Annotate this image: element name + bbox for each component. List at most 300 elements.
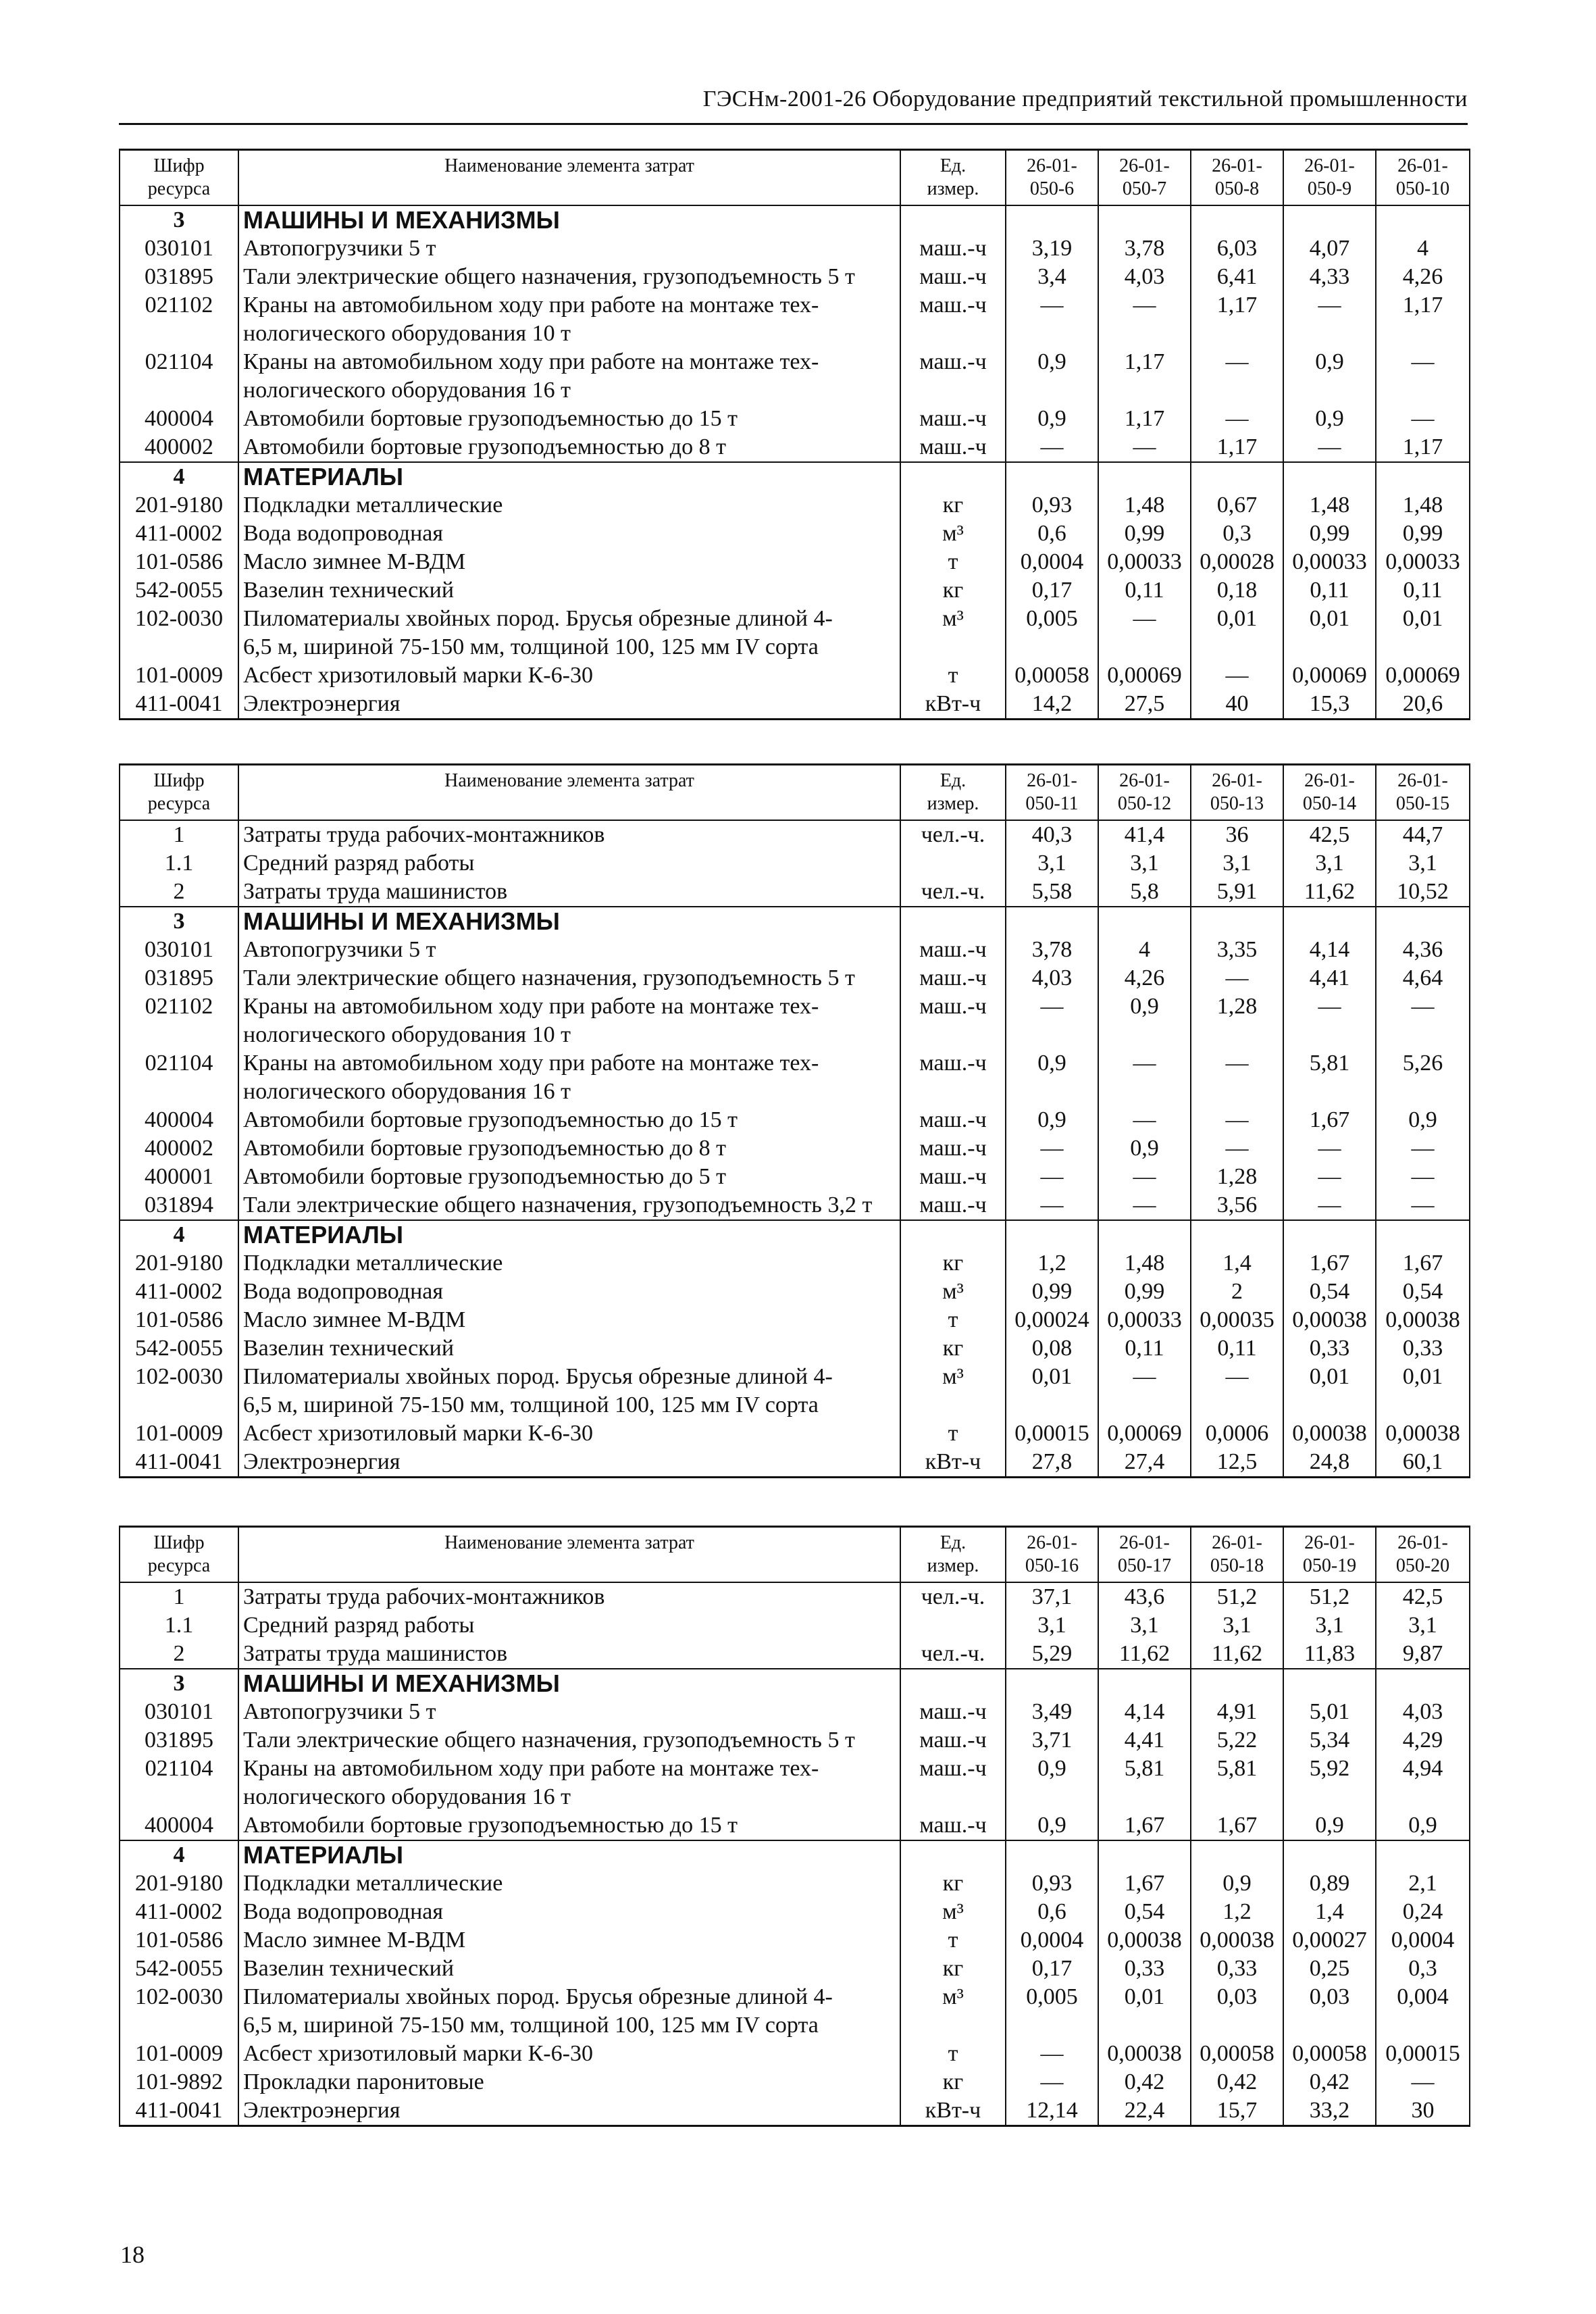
cost-element-name-line: Автопогрузчики 5 т: [243, 1699, 436, 1724]
table-row: [120, 548, 1470, 576]
header-cost-element-name: [238, 765, 900, 821]
norm-value: 0,9: [1006, 1811, 1098, 1840]
cost-element-name-line: Краны на автомобильном ходу при работе на монтаже тех-: [243, 1051, 819, 1076]
empty-cell: [1006, 462, 1098, 491]
resource-code: 102-0030: [120, 1983, 238, 2040]
norm-value: —: [1191, 348, 1283, 405]
norm-value: 1,48: [1376, 491, 1470, 520]
header-norm-code-line: 26-01-: [1027, 155, 1077, 176]
unit: маш.-ч: [900, 1726, 1006, 1755]
norm-value: 0,00015: [1376, 2040, 1470, 2068]
resource-code: 101-0586: [120, 1306, 238, 1334]
cost-element-name-line: Затраты труда рабочих-монтажников: [243, 822, 605, 847]
cost-element-name-line: 6,5 м, шириной 75-150 мм, толщиной 100, 125 мм IV сорта: [243, 2013, 819, 2038]
norm-value: 0,99: [1376, 520, 1470, 548]
section-title: МАШИНЫ И МЕХАНИЗМЫ: [238, 907, 900, 936]
header-cost-element-name: [238, 150, 900, 206]
norm-value: 0,004: [1376, 1983, 1470, 2040]
cost-element-name: [238, 1278, 900, 1306]
table-row: [120, 820, 1470, 849]
norm-value: 4,36: [1376, 936, 1470, 964]
header-cost-element-name: [238, 1527, 900, 1583]
resource-code: 400002: [120, 1134, 238, 1163]
cost-element-name: [238, 1698, 900, 1726]
norm-value: 0,3: [1376, 1955, 1470, 1983]
table-row: [120, 433, 1470, 462]
resource-code: 031894: [120, 1191, 238, 1220]
norm-value: 0,9: [1006, 348, 1098, 405]
cost-element-name-line: Прокладки паронитовые: [243, 2069, 484, 2094]
table-row: [120, 491, 1470, 520]
section-number: 4: [120, 462, 238, 491]
norm-value: 30: [1376, 2096, 1470, 2126]
cost-element-name-line: Средний разряд работы: [243, 851, 475, 876]
table-row: [120, 1698, 1470, 1726]
norm-value: 1,67: [1098, 1869, 1191, 1898]
resource-table-1: [119, 149, 1470, 720]
cost-element-name-line: Пиломатериалы хвойных пород. Брусья обрезные длиной 4-: [243, 606, 833, 631]
norm-value: 1,67: [1098, 1811, 1191, 1840]
norm-value: 15,3: [1283, 690, 1376, 720]
table-row: [120, 1582, 1470, 1611]
cost-element-name: [238, 992, 900, 1049]
unit: маш.-ч: [900, 348, 1006, 405]
norm-value: 11,83: [1283, 1640, 1376, 1669]
cost-element-name: [238, 1163, 900, 1191]
table-row: [120, 1249, 1470, 1278]
unit: маш.-ч: [900, 433, 1006, 462]
cost-element-name: [238, 2068, 900, 2096]
header-resource-code-line: ресурса: [147, 178, 211, 199]
norm-value: 0,00069: [1098, 661, 1191, 690]
cost-element-name: [238, 576, 900, 605]
header-unit-line: измер.: [927, 1555, 979, 1576]
table-row: [120, 1955, 1470, 1983]
norm-value: 0,99: [1098, 1278, 1191, 1306]
norm-value: 1,17: [1098, 405, 1191, 433]
norm-value: 0,54: [1098, 1898, 1191, 1926]
empty-cell: [900, 1220, 1006, 1249]
header-norm-code: [1006, 765, 1098, 821]
norm-value: 37,1: [1006, 1582, 1098, 1611]
header-unit-line: Ед.: [939, 1532, 967, 1553]
cost-element-name: [238, 1191, 900, 1220]
norm-value: 0,9: [1376, 1106, 1470, 1134]
norm-value: 12,5: [1191, 1448, 1283, 1478]
norm-value: 3,19: [1006, 234, 1098, 263]
table-header-row: [120, 150, 1470, 206]
table-row: [120, 1726, 1470, 1755]
cost-element-name: [238, 263, 900, 291]
norm-value: 0,99: [1283, 520, 1376, 548]
header-norm-code-line: 050-8: [1214, 178, 1260, 199]
empty-cell: [1191, 1840, 1283, 1869]
unit: маш.-ч: [900, 234, 1006, 263]
cost-element-name: [238, 1983, 900, 2040]
norm-value: —: [1283, 433, 1376, 462]
norm-value: 0,33: [1376, 1334, 1470, 1363]
norm-value: —: [1006, 2040, 1098, 2068]
norm-value: —: [1283, 992, 1376, 1049]
table-row: [120, 234, 1470, 263]
norm-value: 0,00035: [1191, 1306, 1283, 1334]
cost-element-name-line: Автопогрузчики 5 т: [243, 236, 436, 261]
norm-value: 0,11: [1283, 576, 1376, 605]
norm-value: 5,26: [1376, 1049, 1470, 1106]
cost-element-name-line: Автомобили бортовые грузоподъемностью до 8 т: [243, 434, 726, 459]
resource-code: 201-9180: [120, 1249, 238, 1278]
norm-value: 0,99: [1098, 520, 1191, 548]
table-row: [120, 1448, 1470, 1478]
header-cost-element-name-line: Наименование элемента затрат: [444, 770, 694, 791]
cost-element-name-line: нологического оборудования 16 т: [243, 1079, 571, 1104]
cost-element-name: [238, 405, 900, 433]
cost-element-name: [238, 548, 900, 576]
norm-value: 3,1: [1191, 1611, 1283, 1640]
norm-value: —: [1191, 964, 1283, 992]
cost-element-name-line: Автомобили бортовые грузоподъемностью до 5 т: [243, 1164, 726, 1189]
resource-code: 031895: [120, 1726, 238, 1755]
cost-element-name: [238, 1419, 900, 1448]
cost-element-name-line: Вода водопроводная: [243, 1899, 443, 1924]
unit: кг: [900, 1955, 1006, 1983]
norm-value: 0,9: [1283, 348, 1376, 405]
section-row: [120, 205, 1470, 234]
norm-value: 0,00033: [1098, 548, 1191, 576]
table-header-row: [120, 765, 1470, 821]
header-norm-code: [1006, 1527, 1098, 1583]
header-norm-code: [1283, 765, 1376, 821]
norm-value: —: [1376, 1163, 1470, 1191]
header-norm-code-line: 050-19: [1302, 1555, 1357, 1576]
page-number: 18: [120, 2241, 145, 2268]
norm-value: —: [1006, 1134, 1098, 1163]
cost-element-name-line: Пиломатериалы хвойных пород. Брусья обрезные длиной 4-: [243, 1984, 833, 2009]
cost-element-name: [238, 2096, 900, 2126]
resource-table-2: [119, 763, 1470, 1478]
cost-element-name: [238, 1640, 900, 1669]
norm-value: 0,005: [1006, 605, 1098, 661]
header-norm-code-line: 050-16: [1025, 1555, 1079, 1576]
empty-cell: [1283, 1669, 1376, 1698]
norm-value: 51,2: [1191, 1582, 1283, 1611]
norm-value: —: [1283, 1134, 1376, 1163]
cost-element-name: [238, 1811, 900, 1840]
cost-element-name: [238, 1049, 900, 1106]
norm-value: 1,4: [1283, 1898, 1376, 1926]
norm-value: 0,42: [1283, 2068, 1376, 2096]
empty-cell: [1376, 1840, 1470, 1869]
resource-code: 400004: [120, 405, 238, 433]
cost-element-name: [238, 820, 900, 849]
norm-value: 5,8: [1098, 878, 1191, 907]
resource-code: 542-0055: [120, 1955, 238, 1983]
cost-element-name: [238, 2040, 900, 2068]
header-norm-code-line: 050-6: [1029, 178, 1075, 199]
header-unit: [900, 765, 1006, 821]
running-header: ГЭСНм-2001-26 Оборудование предприятий текстильной промышленности: [702, 86, 1468, 111]
unit: маш.-ч: [900, 936, 1006, 964]
norm-value: 5,92: [1283, 1755, 1376, 1811]
norm-value: —: [1191, 1106, 1283, 1134]
cost-element-name-line: Асбест хризотиловый марки К-6-30: [243, 663, 593, 688]
norm-value: 0,67: [1191, 491, 1283, 520]
cost-element-name: [238, 1726, 900, 1755]
cost-element-name-line: Вазелин технический: [243, 578, 455, 603]
header-norm-code-line: 050-12: [1117, 793, 1172, 814]
header-norm-code: [1098, 150, 1191, 206]
norm-value: 3,1: [1376, 1611, 1470, 1640]
table-row: [120, 1163, 1470, 1191]
norm-value: 0,9: [1098, 1134, 1191, 1163]
norm-value: 0,00038: [1191, 1926, 1283, 1955]
unit: маш.-ч: [900, 1755, 1006, 1811]
norm-value: 3,1: [1006, 849, 1098, 878]
header-resource-code-line: Шифр: [153, 155, 205, 176]
cost-element-name-line: Масло зимнее М-ВДМ: [243, 1307, 466, 1332]
unit: м³: [900, 520, 1006, 548]
norm-value: 1,48: [1098, 1249, 1191, 1278]
unit: м³: [900, 1363, 1006, 1419]
norm-value: 0,00033: [1098, 1306, 1191, 1334]
header-unit-line: измер.: [927, 793, 979, 814]
norm-value: 0,17: [1006, 1955, 1098, 1983]
unit: маш.-ч: [900, 1163, 1006, 1191]
section-title: МАТЕРИАЛЫ: [238, 462, 900, 491]
norm-value: 0,33: [1191, 1955, 1283, 1983]
unit: кг: [900, 1334, 1006, 1363]
norm-value: 11,62: [1191, 1640, 1283, 1669]
resource-code: 021102: [120, 992, 238, 1049]
norm-value: 0,89: [1283, 1869, 1376, 1898]
cost-element-name: [238, 849, 900, 878]
norm-value: 4,29: [1376, 1726, 1470, 1755]
cost-element-name: [238, 661, 900, 690]
norm-value: 0,42: [1098, 2068, 1191, 2096]
unit: кг: [900, 491, 1006, 520]
cost-element-name-line: Краны на автомобильном ходу при работе на монтаже тех-: [243, 349, 819, 374]
cost-element-name-line: Тали электрические общего назначения, грузоподъемность 5 т: [243, 264, 855, 289]
norm-value: 12,14: [1006, 2096, 1098, 2126]
header-norm-code-line: 26-01-: [1397, 1532, 1448, 1553]
norm-value: 0,00038: [1098, 2040, 1191, 2068]
unit: т: [900, 661, 1006, 690]
resource-code: 2: [120, 878, 238, 907]
norm-value: 36: [1191, 820, 1283, 849]
cost-element-name: [238, 1106, 900, 1134]
cost-element-name: [238, 1898, 900, 1926]
cost-element-name-line: Тали электрические общего назначения, грузоподъемность 3,2 т: [243, 1192, 873, 1217]
unit: кг: [900, 2068, 1006, 2096]
norm-value: 0,00058: [1006, 661, 1098, 690]
norm-value: 1,2: [1006, 1249, 1098, 1278]
resource-code: 411-0002: [120, 1898, 238, 1926]
norm-value: 4,26: [1098, 964, 1191, 992]
header-norm-code-line: 050-7: [1122, 178, 1167, 199]
norm-value: 0,99: [1006, 1278, 1098, 1306]
norm-value: —: [1376, 348, 1470, 405]
table-row: [120, 1106, 1470, 1134]
norm-value: —: [1376, 1191, 1470, 1220]
norm-value: —: [1376, 992, 1470, 1049]
norm-value: 51,2: [1283, 1582, 1376, 1611]
cost-element-name-line: Подкладки металлические: [243, 1871, 503, 1896]
cost-element-name: [238, 1448, 900, 1478]
header-norm-code-line: 050-20: [1395, 1555, 1450, 1576]
empty-cell: [1006, 907, 1098, 936]
table-row: [120, 605, 1470, 661]
table-row: [120, 992, 1470, 1049]
norm-value: 0,00069: [1283, 661, 1376, 690]
table-row: [120, 1419, 1470, 1448]
cost-element-name-line: Затраты труда машинистов: [243, 879, 508, 904]
cost-element-name: [238, 1926, 900, 1955]
norm-value: 3,49: [1006, 1698, 1098, 1726]
norm-value: 1,48: [1283, 491, 1376, 520]
norm-value: 1,67: [1376, 1249, 1470, 1278]
header-resource-code-line: Шифр: [153, 1532, 205, 1553]
table-row: [120, 1926, 1470, 1955]
resource-code: 102-0030: [120, 1363, 238, 1419]
section-title: МАШИНЫ И МЕХАНИЗМЫ: [238, 1669, 900, 1698]
header-norm-code: [1376, 765, 1470, 821]
cost-element-name-line: Масло зимнее М-ВДМ: [243, 549, 466, 574]
empty-cell: [1283, 1840, 1376, 1869]
table-row: [120, 1755, 1470, 1811]
norm-value: 0,24: [1376, 1898, 1470, 1926]
cost-element-name-line: Электроэнергия: [243, 1449, 401, 1474]
norm-value: 0,08: [1006, 1334, 1098, 1363]
unit: т: [900, 548, 1006, 576]
empty-cell: [1006, 1220, 1098, 1249]
norm-value: 3,1: [1191, 849, 1283, 878]
resource-code: 031895: [120, 964, 238, 992]
norm-value: 0,00038: [1283, 1306, 1376, 1334]
cost-element-name: [238, 1755, 900, 1811]
norm-value: —: [1376, 2068, 1470, 2096]
norm-value: 0,00038: [1376, 1306, 1470, 1334]
norm-value: 1,28: [1191, 992, 1283, 1049]
cost-element-name-line: 6,5 м, шириной 75-150 мм, толщиной 100, 125 мм IV сорта: [243, 634, 819, 659]
table-row: [120, 690, 1470, 720]
norm-value: 0,03: [1191, 1983, 1283, 2040]
unit: чел.-ч.: [900, 820, 1006, 849]
norm-value: —: [1006, 2068, 1098, 2096]
norm-value: 4,03: [1098, 263, 1191, 291]
norm-value: —: [1191, 1049, 1283, 1106]
resource-code: 411-0041: [120, 690, 238, 720]
unit: кг: [900, 576, 1006, 605]
header-norm-code-line: 26-01-: [1397, 155, 1448, 176]
table-row: [120, 348, 1470, 405]
norm-value: 0,03: [1283, 1983, 1376, 2040]
cost-element-name-line: Вода водопроводная: [243, 1279, 443, 1304]
norm-value: 5,34: [1283, 1726, 1376, 1755]
resource-code: 101-0586: [120, 1926, 238, 1955]
resource-code: 201-9180: [120, 1869, 238, 1898]
norm-value: —: [1191, 405, 1283, 433]
norm-value: 15,7: [1191, 2096, 1283, 2126]
section-row: [120, 907, 1470, 936]
unit: чел.-ч.: [900, 1582, 1006, 1611]
norm-value: 22,4: [1098, 2096, 1191, 2126]
norm-value: 0,005: [1006, 1983, 1098, 2040]
norm-value: 4,41: [1098, 1726, 1191, 1755]
resource-code: 030101: [120, 234, 238, 263]
unit: м³: [900, 1278, 1006, 1306]
norm-value: 0,54: [1283, 1278, 1376, 1306]
unit: маш.-ч: [900, 291, 1006, 348]
resource-code: 542-0055: [120, 1334, 238, 1363]
header-norm-code-line: 26-01-: [1212, 770, 1262, 791]
empty-cell: [1376, 1220, 1470, 1249]
section-row: [120, 462, 1470, 491]
norm-value: 3,1: [1283, 1611, 1376, 1640]
cost-element-name: [238, 1955, 900, 1983]
section-row: [120, 1840, 1470, 1869]
header-norm-code-line: 050-14: [1302, 793, 1357, 814]
cost-element-name-line: Затраты труда машинистов: [243, 1641, 508, 1666]
table-row: [120, 263, 1470, 291]
table-row: [120, 964, 1470, 992]
header-norm-code: [1283, 1527, 1376, 1583]
unit: чел.-ч.: [900, 878, 1006, 907]
table-row: [120, 878, 1470, 907]
unit: т: [900, 1306, 1006, 1334]
norm-value: 60,1: [1376, 1448, 1470, 1478]
norm-value: 0,0004: [1006, 548, 1098, 576]
norm-value: 0,00038: [1098, 1926, 1191, 1955]
norm-value: 4,94: [1376, 1755, 1470, 1811]
header-unit-line: измер.: [927, 178, 979, 199]
cost-element-name: [238, 433, 900, 462]
header-cost-element-name-line: Наименование элемента затрат: [444, 155, 694, 176]
norm-value: 1,17: [1376, 433, 1470, 462]
resource-code: 400004: [120, 1811, 238, 1840]
norm-value: 40: [1191, 690, 1283, 720]
header-resource-code: [120, 1527, 238, 1583]
section-title: МАТЕРИАЛЫ: [238, 1840, 900, 1869]
cost-element-name: [238, 1611, 900, 1640]
norm-value: 0,6: [1006, 1898, 1098, 1926]
cost-element-name: [238, 964, 900, 992]
resource-code: 1.1: [120, 849, 238, 878]
cost-element-name-line: Электроэнергия: [243, 691, 401, 716]
norm-value: 3,56: [1191, 1191, 1283, 1220]
cost-element-name-line: Затраты труда рабочих-монтажников: [243, 1584, 605, 1609]
header-resource-code: [120, 765, 238, 821]
empty-cell: [1283, 1220, 1376, 1249]
norm-value: —: [1098, 291, 1191, 348]
unit: маш.-ч: [900, 992, 1006, 1049]
cost-element-name-line: Автомобили бортовые грузоподъемностью до 15 т: [243, 406, 738, 431]
norm-value: —: [1098, 1049, 1191, 1106]
norm-value: 11,62: [1283, 878, 1376, 907]
norm-value: 14,2: [1006, 690, 1098, 720]
empty-cell: [1098, 205, 1191, 234]
norm-value: —: [1098, 605, 1191, 661]
empty-cell: [1098, 462, 1191, 491]
norm-value: 4,03: [1006, 964, 1098, 992]
unit: маш.-ч: [900, 964, 1006, 992]
table-row: [120, 1334, 1470, 1363]
cost-element-name-line: нологического оборудования 16 т: [243, 1784, 571, 1809]
resource-code: 400001: [120, 1163, 238, 1191]
section-row: [120, 1220, 1470, 1249]
norm-value: 0,01: [1283, 1363, 1376, 1419]
norm-value: 0,3: [1191, 520, 1283, 548]
norm-value: 24,8: [1283, 1448, 1376, 1478]
